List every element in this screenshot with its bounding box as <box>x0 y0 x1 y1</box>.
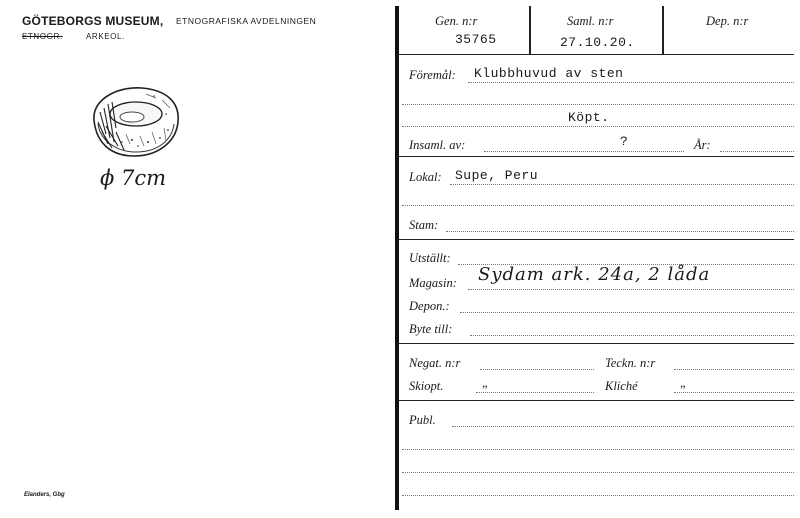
card-divider <box>395 6 399 510</box>
saml-nr-label: Saml. n:r <box>567 14 614 28</box>
magasin-value: Sydam ark. 24a, 2 låda <box>478 264 711 285</box>
stam-line <box>446 231 794 232</box>
gen-nr-label: Gen. n:r <box>435 14 478 28</box>
kopt-value: Köpt. <box>568 110 610 125</box>
printer-imprint: Elanders, Gbg <box>24 492 65 498</box>
teckn-line <box>674 369 794 370</box>
publ-label: Publ. <box>409 413 436 427</box>
museum-name: GÖTEBORGS MUSEUM, <box>22 14 164 28</box>
foremal-value: Klubbhuvud av sten <box>474 66 624 81</box>
byte-label: Byte till: <box>409 322 453 336</box>
foremal-line-3 <box>402 126 794 127</box>
magasin-label: Magasin: <box>409 276 457 290</box>
department-name: ETNOGRAFISKA AVDELNINGEN <box>176 16 317 26</box>
kliche-value: „ <box>680 376 687 390</box>
publ-line-2 <box>402 449 794 450</box>
lokal-label: Lokal: <box>409 170 442 184</box>
utstallt-label: Utställt: <box>409 251 451 265</box>
depon-label: Depon.: <box>409 299 450 313</box>
lokal-value: Supe, Peru <box>455 168 539 183</box>
insaml-line <box>484 151 684 152</box>
box-separator-1 <box>529 6 531 54</box>
etnogr-label: ETNOGR. <box>22 32 63 41</box>
stam-label: Stam: <box>409 218 439 232</box>
skiopt-label: Skiopt. <box>409 379 444 393</box>
foremal-line <box>468 82 794 83</box>
club-head-sketch <box>86 82 186 162</box>
publ-line <box>452 426 794 427</box>
rule-1 <box>399 156 794 157</box>
kliche-label: Kliché <box>605 379 638 393</box>
saml-nr-value: 27.10.20. <box>560 35 635 50</box>
negat-line <box>480 369 594 370</box>
lokal-line-2 <box>402 205 794 206</box>
rule-2 <box>399 239 794 240</box>
box-separator-2 <box>662 6 664 54</box>
rule-3 <box>399 343 794 344</box>
gen-nr-value: 35765 <box>455 32 497 47</box>
negat-label: Negat. n:r <box>409 356 461 370</box>
kliche-line <box>674 392 794 393</box>
teckn-label: Teckn. n:r <box>605 356 656 370</box>
lokal-line <box>450 184 794 185</box>
depon-line <box>460 312 794 313</box>
foremal-label: Föremål: <box>409 68 456 82</box>
diameter-note: ϕ 7cm <box>100 166 167 190</box>
skiopt-value: „ <box>482 376 489 390</box>
byte-line <box>470 335 794 336</box>
box-bottom-rule <box>399 54 794 55</box>
skiopt-line <box>476 392 594 393</box>
dep-nr-label: Dep. n:r <box>706 14 749 28</box>
ar-label: År: <box>694 138 711 152</box>
foremal-line-2 <box>402 104 794 105</box>
rule-4 <box>399 400 794 401</box>
arkeol-label: ARKEOL. <box>86 32 125 41</box>
publ-line-3 <box>402 472 794 473</box>
publ-line-4 <box>402 495 794 496</box>
insaml-label: Insaml. av: <box>409 138 466 152</box>
ar-line <box>720 151 794 152</box>
magasin-line <box>468 289 794 290</box>
insaml-value: ? <box>620 134 629 149</box>
